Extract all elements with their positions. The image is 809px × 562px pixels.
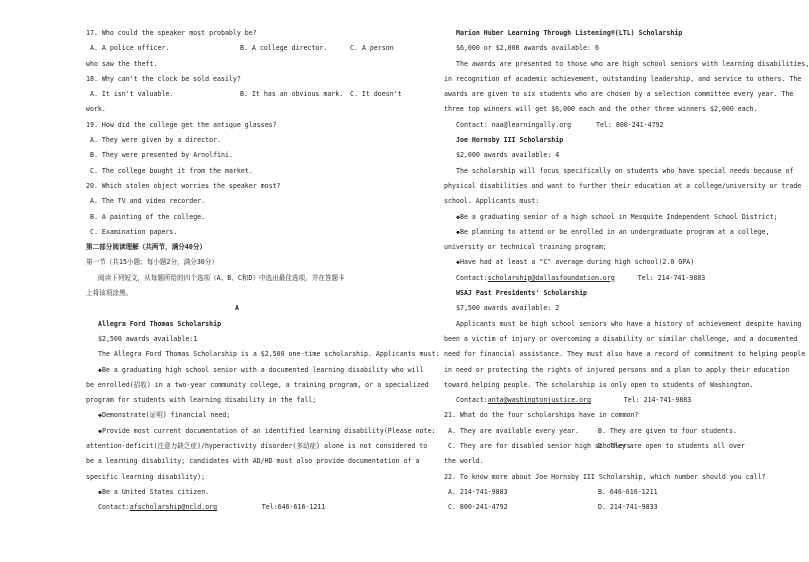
option-b: B. They are given to four students. [598,426,737,435]
scholarship-4-award: $7,500 awards available: 2 [456,304,560,313]
contact-email: Contact: naa@learningally.org [456,120,572,129]
question-20-option-b: B. A painting of the college. [90,212,206,221]
question-18-option-c-cont: work. [86,105,106,114]
question-19: 19. How did the college get the antique glasses? [86,120,277,129]
scholarship-1-req-3: ◆Provide most current documentation of an identified learning disability(Please note: [98,426,436,435]
option-a: A. 214-741-9883 [448,487,508,496]
scholarship-1-req-3-cont3: specific learning disability); [86,472,206,481]
question-17: 17. Who could the speaker most probably be? [86,29,257,37]
question-18: 18. Why can't the clock be sold easily? [86,74,241,83]
scholarship-3-req-3: ◆Have had at least a "C" average during high school(2.0 GPA) [456,258,695,267]
section-heading: 第一节（共15小题；每小题2分，满分30分） [86,258,218,267]
contact-phone: Tel: 214-741-9883 [637,273,706,282]
scholarship-1-award: $2,500 awards available:1 [98,334,198,343]
contact-label: Contact: [456,273,488,282]
scholarship-3-req-2-cont: university or technical training program; [444,243,607,252]
contact-label: Contact: [456,396,488,405]
instructions-line-2: 上将该项涂黑。 [86,289,133,298]
question-20: 20. Which stolen object worries the speaker most? [86,181,281,190]
instructions-line-1: 阅读下列短文，从每题所给的四个选项（A、B、C和D）中选出最佳选项，并在答题卡 [98,273,345,282]
question-21-option-d-cont: the world. [444,457,484,466]
scholarship-3-contact [444,275,748,290]
scholarship-2-para-2: in recognition of academic achievement, outstanding leadership, and service to others. The [444,74,802,83]
question-19-option-b: B. They were presented by Arnolfini. [90,151,233,160]
option-a: A. A police officer. [90,44,170,53]
contact-phone: Tel:646-616-1211 [261,503,326,512]
scholarship-4-para-3: need for financial assistance. They must also have a record of commitment to helping people [444,350,806,359]
option-d: D. They are open to students all over [598,442,745,451]
scholarship-1-intro: The Allegra Ford Thomas Scholarship is a $2,500 one-time scholarship. Applicants must: [98,350,440,359]
scholarship-1-req-1: ◆Be a graduating high school senior with a documented learning disability who will [98,365,424,374]
scholarship-1-req-1-cont: be enrolled(招收) in a two-year community college, a training program, or a specialized [86,380,429,389]
contact-email-link[interactable]: scholarship@dallasfoundation.org [487,273,615,282]
question-18-options [86,90,402,106]
scholarship-2-para-3: awards are given to six students who are chosen by a selection committee every year. The [444,90,794,99]
scholarship-1-title: Allegra Ford Thomas Scholarship [98,319,222,328]
contact-phone: Tel: 800-241-4792 [596,120,664,129]
scholarship-1-req-3-cont2: be a learning disability; candidates with AD/HD must also provide documentation of a [86,457,420,466]
question-22-options-cd [444,504,748,519]
scholarship-2-contact [444,122,748,137]
scholarship-4-para-2: been a victim of injury or overcoming a disability or similar challenge, and a documented [444,334,798,343]
option-b: B. A college director. [240,44,328,53]
left-column [86,29,440,520]
question-19-option-a: A. They were given by a director. [90,136,222,145]
contact-phone: Tel: 214-741-9883 [623,396,692,405]
question-21-options-cd [444,443,748,458]
scholarship-2-para-4: three top winners will get $6,000 each and the other three winners $2,000 each. [444,105,758,114]
option-a: A. They are available every year. [448,426,580,435]
scholarship-4-para-4: in need or protecting the rights of injured persons and a plan to apply their education [444,365,790,374]
scholarship-4-contact [444,397,748,412]
option-c: C. 800-241-4792 [448,503,508,512]
question-20-option-c: C. Examination papers. [90,227,178,236]
passage-label: A [235,304,239,313]
right-column [444,29,809,520]
question-17-options [86,44,394,60]
contact-email-link[interactable]: afscholarship@ncld.org [129,503,218,512]
option-c: C. They are for disabled senior high schoolers. [448,442,635,451]
scholarship-3-para-1: The scholarship will focus specifically on students who have special needs because of [456,166,794,175]
scholarship-1-req-2: ◆Demonstrate(证明) financial need; [98,411,231,420]
scholarship-1-req-4: ◆Be a United States citizen. [98,487,210,496]
scholarship-3-para-3: school. Applicants must: [444,197,540,206]
option-c: C. It doesn't [350,90,402,99]
contact-label: Contact: [98,503,130,512]
part-heading: 第二部分阅读理解（共两节，满分40分） [86,243,207,252]
scholarship-2-award: $6,000 or $2,000 awards available: 6 [456,44,599,53]
scholarship-1-req-3-cont: attention-deficit(注意力缺乏症)/hyperactivity disorder(多动症) alone is not considered to [86,442,428,451]
question-21: 21. What do the four scholarships have in common? [444,411,639,420]
scholarship-3-para-2: physical disabilities and want to further their education at a college/university or trade [444,181,802,190]
question-21-options-ab [444,428,748,443]
scholarship-3-req-1: ◆Be a graduating senior of a high school in Mesquite Independent School District; [456,212,778,221]
scholarship-3-req-2: ◆Be planning to attend or be enrolled in an undergraduate program at a college, [456,227,770,236]
scholarship-3-award: $2,000 awards available: 4 [456,151,560,160]
question-19-option-c: C. The college bought it from the market. [90,166,253,175]
contact-email-link[interactable]: anta@washingtonjustice.org [487,396,591,405]
scholarship-2-title: Marion Huber Learning Through Listening®(LTL) Scholarship [456,29,683,37]
scholarship-4-title: WSAJ Past Presidents' Scholarship [456,289,588,298]
option-a: A. It isn't valuable. [90,90,174,99]
option-c: C. A person [350,44,394,53]
scholarship-4-para-1: Applicants must be high school seniors who have a history of achievement despite having [456,319,802,328]
scholarship-3-title: Joe Hornsby III Scholarship [456,136,564,145]
scholarship-1-contact [86,504,388,519]
scholarship-4-para-5: toward helping people. The scholarship is only open to students of Washington. [444,380,754,389]
scholarship-2-para-1: The awards are presented to those who are high school seniors with learning disabilities, [456,59,809,68]
question-22-options-ab [444,489,748,504]
question-22: 22. To know more about Joe Hornsby III Scholarship, which number should you call? [444,472,766,481]
question-17-option-c-cont: who saw the theft. [86,59,158,68]
option-b: B. 646-616-1211 [598,487,658,496]
question-20-option-a: A. The TV and video recorder. [90,197,206,206]
scholarship-1-req-1-cont2: program for students with learning disability in the fall; [86,396,317,405]
option-d: D. 214-741-9833 [598,503,658,512]
option-b: B. It has an obvious mark. [240,90,344,99]
